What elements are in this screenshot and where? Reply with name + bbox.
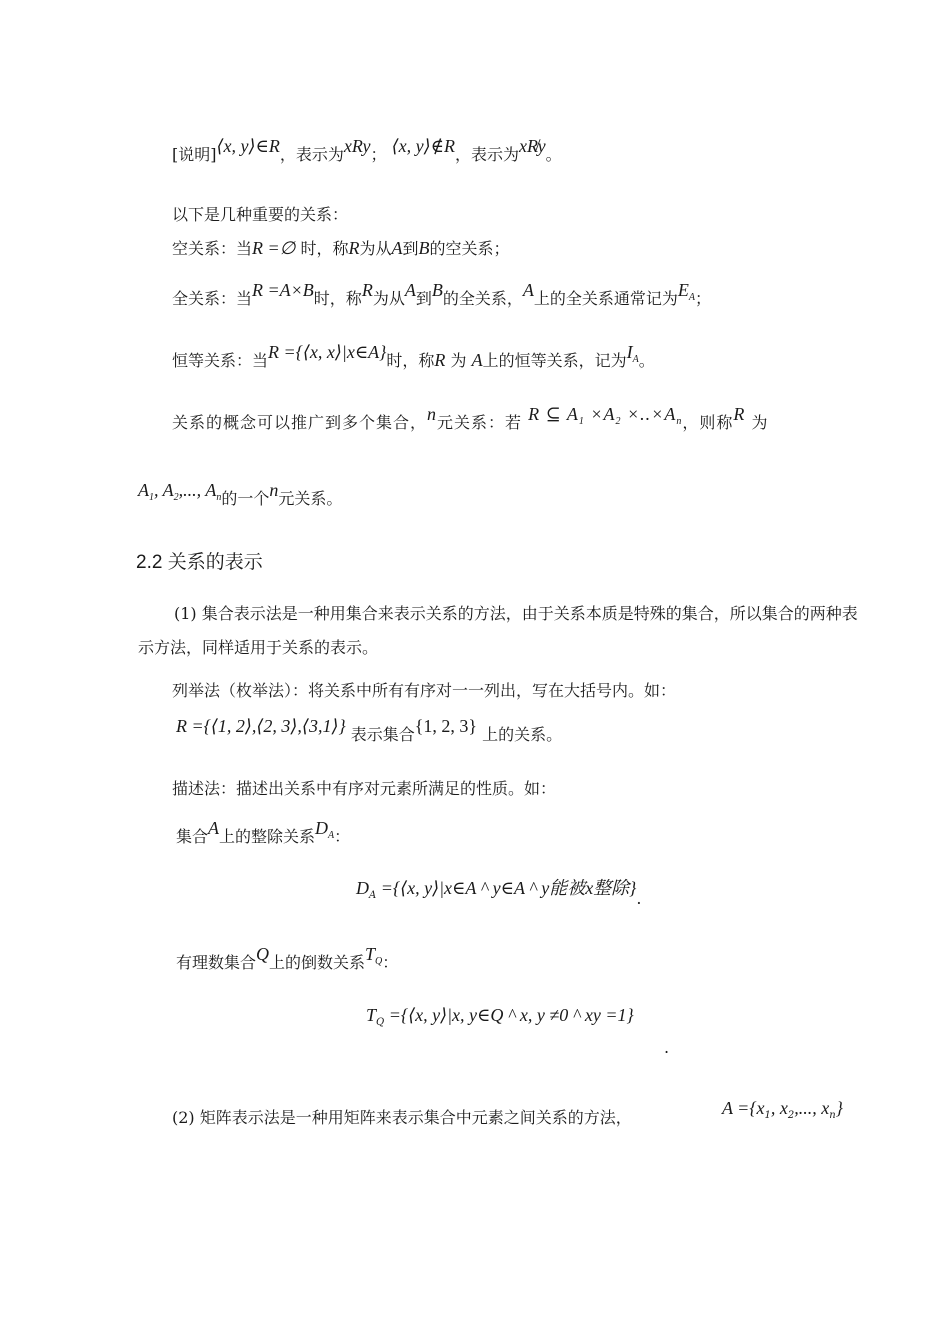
- text: 上的关系。: [482, 725, 563, 744]
- paragraph-label: (1): [174, 604, 197, 623]
- text: 上的恒等关系，记为: [482, 351, 627, 370]
- formula: R: [434, 350, 446, 370]
- text: 时，称: [386, 351, 435, 370]
- paragraph-label: (2): [172, 1108, 195, 1127]
- symbol: ×..×A: [621, 404, 677, 424]
- symbol: D: [315, 818, 329, 838]
- note-text: ，表示为: [454, 145, 519, 164]
- paragraph-text: 矩阵表示法是一种用矩阵来表示集合中元素之间关系的方法，: [199, 1108, 632, 1127]
- text: 的全关系，: [442, 289, 523, 308]
- symbol: T: [366, 1005, 377, 1025]
- empty-relation-line: [172, 236, 510, 261]
- text: 全关系：当: [172, 289, 253, 308]
- formula: , x: [770, 1098, 788, 1118]
- text: 到: [402, 239, 419, 258]
- formula: {1, 2, 3}: [414, 716, 478, 736]
- subscript: 1: [764, 1110, 771, 1121]
- example-1-line: [176, 716, 563, 747]
- text: 空关系：当: [172, 239, 253, 258]
- note-formula-notin: ⟨x, y⟩∉R: [391, 136, 455, 156]
- full-relation-line: [172, 280, 711, 318]
- formula: A: [471, 350, 483, 370]
- formula-D-A: [315, 818, 335, 841]
- text: 为: [450, 351, 467, 370]
- formula: A: [404, 280, 416, 300]
- text: 关系的概念可以推广到多个集合，: [172, 413, 428, 432]
- intro-line: 以下是几种重要的关系：: [172, 205, 349, 224]
- text: ：: [334, 827, 351, 846]
- note-text: ，表示为: [279, 145, 344, 164]
- formula: A: [522, 280, 534, 300]
- text: 时，称: [313, 289, 362, 308]
- text: ，则称: [682, 413, 734, 432]
- note-prefix: [说明]: [172, 145, 217, 164]
- text: 为从: [372, 289, 405, 308]
- paragraph-2-formula: [722, 1096, 843, 1128]
- identity-relation-line: [172, 342, 655, 380]
- subscript: n: [829, 1110, 836, 1121]
- formula: R: [348, 238, 360, 258]
- text: 时，称: [300, 239, 349, 258]
- subscript: Q: [375, 956, 383, 967]
- formula-T-Q: [365, 944, 383, 967]
- text: 集合: [176, 827, 209, 846]
- formula: Q: [256, 944, 270, 964]
- divides-formula: [356, 876, 641, 908]
- subscript: 2: [615, 416, 622, 427]
- subscript: n: [676, 416, 683, 427]
- subscript: A: [328, 830, 335, 841]
- paragraph-2: [172, 1106, 632, 1130]
- subscript: 1: [149, 492, 154, 503]
- nary-relation-line: [172, 404, 769, 442]
- text: 上的全关系通常记为: [533, 289, 678, 308]
- text: 表示集合: [350, 725, 415, 744]
- text: 的一个: [221, 489, 270, 508]
- divides-line: [176, 818, 351, 856]
- list-method-line: 列举法（枚举法）：将关系中所有有序对一一列出，写在大括号内。如：: [172, 681, 677, 700]
- formula: R ={⟨x, x⟩|x∈A}: [268, 342, 387, 362]
- reciprocal-line: [176, 944, 399, 982]
- subscript: A: [688, 292, 695, 303]
- formula: ={⟨x, y⟩|x∈A ^ y∈A ^ y能被x整除}: [376, 878, 637, 898]
- text: ：: [382, 953, 399, 972]
- text: 元关系。: [278, 489, 343, 508]
- reciprocal-formula: [366, 1003, 634, 1035]
- paragraph-text: 集合表示法是一种用集合来表示关系的方法，由于关系本质是特殊的集合，所以集合的两种表示方法，同样适用于关系的表示。: [138, 604, 858, 657]
- formula: A: [208, 818, 220, 838]
- symbol: T: [365, 944, 376, 964]
- text: 恒等关系：当: [172, 351, 269, 370]
- text: 元关系：若: [437, 413, 523, 432]
- formula: R =∅: [252, 238, 296, 258]
- formula: ,..., x: [794, 1098, 830, 1118]
- text: 上的倒数关系: [269, 953, 366, 972]
- paragraph-1: [138, 597, 858, 665]
- formula: B: [418, 238, 430, 258]
- subscript: 2: [173, 492, 179, 503]
- formula-subset: [528, 404, 683, 427]
- text: 。: [638, 351, 655, 370]
- formula: n: [269, 480, 279, 500]
- text: ；: [694, 289, 711, 308]
- symbol: D: [356, 878, 369, 898]
- formula: A: [391, 238, 403, 258]
- symbol: , A: [154, 480, 174, 500]
- subscript: A: [632, 354, 639, 365]
- nary-relation-line-2: [138, 480, 343, 518]
- subscript: n: [216, 492, 222, 503]
- subscript: 2: [787, 1110, 795, 1121]
- note-line: [172, 136, 562, 167]
- formula: R: [733, 404, 746, 424]
- subscript: A: [369, 890, 377, 901]
- describe-method-line: 描述法：描述出关系中有序对元素所满足的性质。如：: [172, 779, 557, 798]
- formula: R: [361, 280, 373, 300]
- note-formula-in: ⟨x, y⟩∈R: [216, 136, 280, 156]
- text: 为从: [359, 239, 392, 258]
- symbol: E: [677, 280, 689, 300]
- text: 有理数集合: [176, 953, 257, 972]
- note-text: ；: [370, 145, 387, 164]
- note-formula-xry: xRy: [343, 136, 371, 156]
- formula-E-A: [677, 280, 695, 303]
- text: 的空关系；: [429, 239, 510, 258]
- note-formula-xnotry: xR̸y: [518, 136, 546, 156]
- formula: }: [835, 1098, 843, 1118]
- symbol: R ⊆ A: [528, 404, 579, 424]
- text: .: [636, 889, 642, 908]
- formula: R ={⟨1, 2⟩,⟨2, 3⟩,⟨3,1⟩}: [176, 716, 346, 736]
- text: 上的整除关系: [219, 827, 316, 846]
- formula: n: [427, 404, 438, 424]
- symbol: A: [138, 480, 149, 500]
- note-text: 。: [545, 145, 562, 164]
- text: 为: [751, 413, 769, 432]
- symbol: ×A: [584, 404, 616, 424]
- text: 到: [415, 289, 432, 308]
- formula: ={⟨x, y⟩|x, y∈Q ^ x, y ≠0 ^ xy =1}: [384, 1005, 634, 1025]
- subscript: 1: [578, 416, 585, 427]
- section-heading: 2.2 关系的表示: [136, 552, 263, 573]
- formula: R =A×B: [252, 280, 314, 300]
- symbol: I: [626, 342, 633, 362]
- subscript: Q: [376, 1017, 385, 1028]
- formula: B: [431, 280, 443, 300]
- symbol: ,..., A: [178, 480, 217, 500]
- reciprocal-end: .: [664, 1038, 670, 1057]
- formula-sets: [138, 480, 222, 503]
- formula-I-A: [626, 342, 639, 365]
- formula: A ={x: [722, 1098, 765, 1118]
